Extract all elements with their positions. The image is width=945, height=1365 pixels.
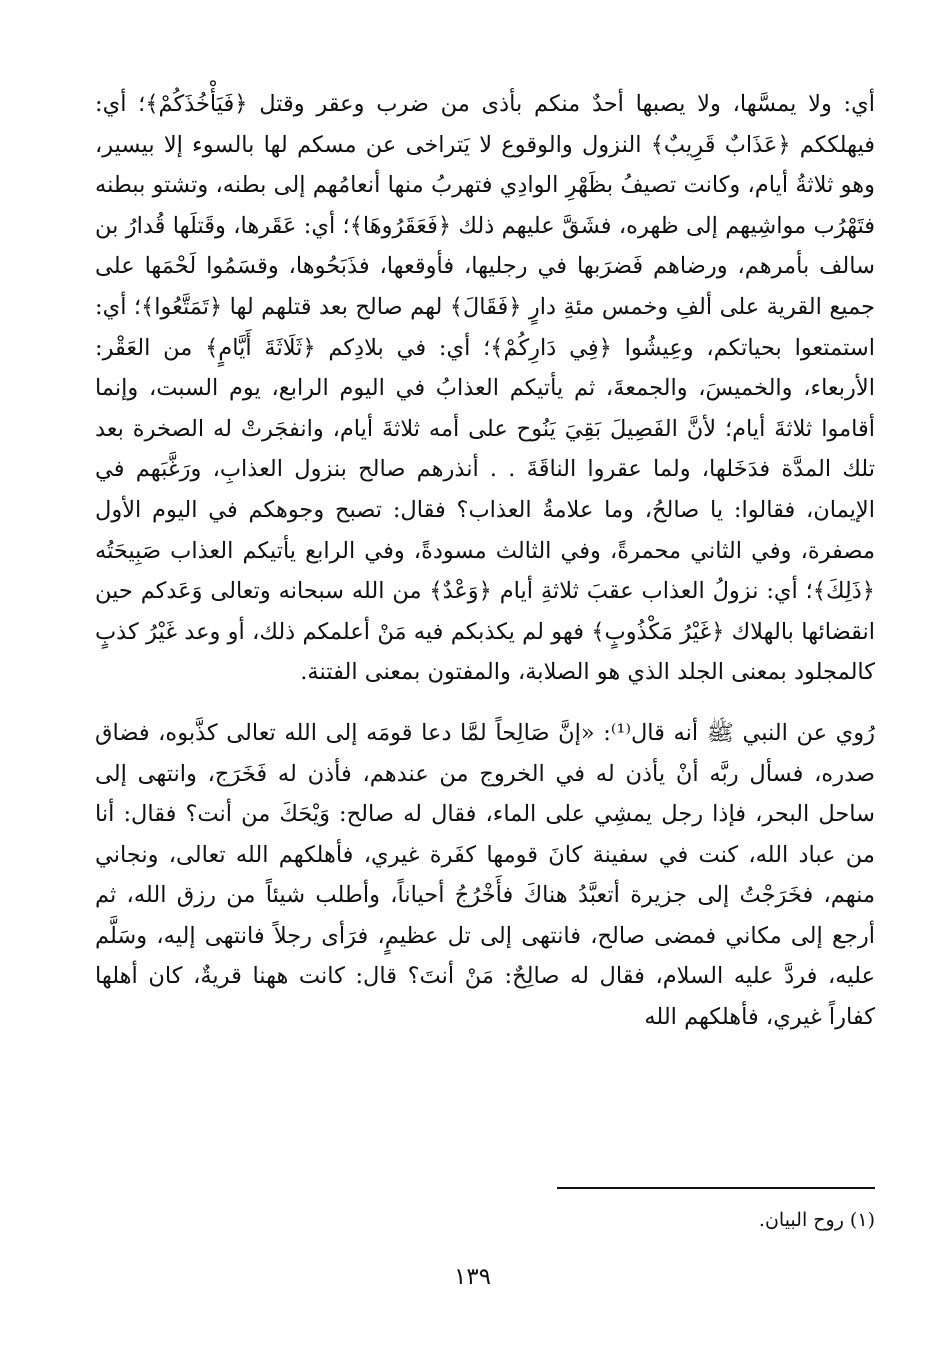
paragraph-1: أي: ولا يمسَّها، ولا يصبها أحدٌ منكم بأذى من ضرب وعقر وقتل ﴿فَيَأْخُذَكُمْ﴾؛ أي: فيهلككم ﴿عَذَابٌ قَرِيبٌ﴾ النزول والوقوع لا يَتراخى عن مسكم لها بالسوء إلا بيسير، وهو ثلاثةُ أيام، وكانت تصيفُ بظَهْرِ الوادِي فتهربُ منها أنعامُهم إلى بطنه، وتشتو ببطنه فتَهْرُب مواشِيهم إلى ظهره، فشَقَّ عليهم ذلك ﴿فَعَقَرُوهَا﴾؛ أي: عَقَرها، وقَتلَها قُدارُ بن سالف بأمرهم، ورضاهم فَضرَبها في رجليها، فأوقعها، فذَبَحُوها، وقسَمُوا لَحْمَها على جميع القرية على ألفِ وخمس مئةِ دارٍ ﴿فَقَالَ﴾ لهم صالح بعد قتلهم لها ﴿تَمَتَّعُوا﴾؛ أي: استمتعوا بحياتكم، وعِيشُوا ﴿فِي دَارِكُمْ﴾؛ أي: في بلادِكم ﴿ثَلَاثَةَ أَيَّامٍ﴾ من العَقْر: الأربعاء، والخميسَ، والجمعةَ، ثم يأتيكم العذابُ في اليوم الرابع، يوم السبت، وإنما أقاموا ثلاثةَ أيام؛ لأنَّ الفَصِيلَ بَقِيَ يَنُوح على أمه ثلاثةَ أيام، وانفجَرتْ له الصخرة بعد تلك المدَّة فدَخَلها، ولما عقروا الناقَةَ . . أنذرهم صالح بنزول العذابِ، ورَغَّبَهم في الإيمان، فقالوا: يا صالحُ، وما علامةُ العذاب؟ فقال: تصبح وجوهكم في اليوم الأول مصفرة، وفي الثاني محمرةً، وفي الثالث مسودةً، وفي الرابع يأتيكم العذاب صَبِيحَتُه ﴿ذَلِكَ﴾؛ أي: نزولُ العذاب عقبَ ثلاثةِ أيام ﴿وَعْدٌ﴾ من الله سبحانه وتعالى وَعَدكم حين انقضائها بالهلاك ﴿غَيْرُ مَكْذُوبٍ﴾ فهو لم يكذبكم فيه مَنْ أعلمكم ذلك، أو وعد غَيْرُ كذبٍ كالمجلود بمعنى الجلد الذي هو الصلابة، والمفتون بمعنى الفتنة. bbox=[95, 91, 875, 686]
footnote-divider bbox=[557, 1187, 875, 1189]
footnote: (١) روح البيان. bbox=[758, 1209, 875, 1231]
paragraph-2: رُوي عن النبي ﷺ أنه قال⁽¹⁾: «إنَّ صَالِحاً لمَّا دعا قومَه إلى الله تعالى كذَّبوه، فضاق صدره، فسأل ربَّه أنْ يأذن له في الخروج من عندهم، فأذن له فَخَرَج، وانتهى إلى ساحل البحر، فإذا رجل يمشِي على الماء، فقال له صالح: وَيْحَكَ من أنت؟ فقال: أنا من عباد الله، كنت في سفينة كانَ قومها كفَرة غيري، فأهلكهم الله تعالى، ونجاني منهم، فخَرَجْتُ إلى جزيرة أتعبَّدُ هناكَ فأَخْرُجُ أحياناً، وأطلب شيئاً من رزق الله، ثم أرجع إلى مكاني فمضى صالح، فانتهى إلى تل عظيمٍ، فرَأى رجلاً فانتهى إليه، وسَلَّم عليه، فردَّ عليه السلام، فقال له صالِحٌ: مَنْ أنتَ؟ قال: كانت ههنا قريةٌ، كان أهلها كفاراً غيري، فأهلكهم الله bbox=[95, 719, 875, 1031]
page-number: ١٣٩ bbox=[453, 1264, 492, 1290]
page-body bbox=[95, 84, 875, 1038]
